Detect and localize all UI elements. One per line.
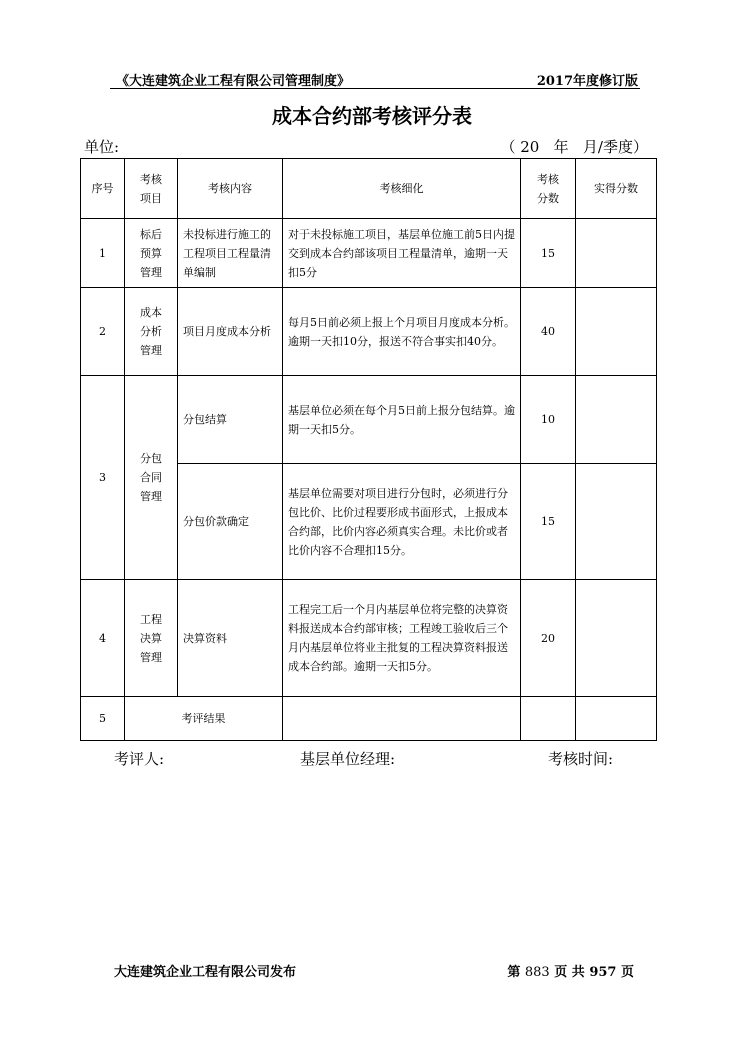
- unit-label: 单位:: [84, 138, 120, 156]
- page-total: 957: [589, 965, 617, 980]
- row-actual: [576, 580, 657, 697]
- result-seq: 5: [81, 697, 125, 741]
- evaluation-time-label: 考核时间:: [548, 750, 614, 768]
- row-item-text: 工程决算管理: [140, 612, 162, 664]
- page-suffix: 页: [620, 965, 634, 980]
- header-score-text: 考核分数: [537, 172, 559, 205]
- footer-publisher: 大连建筑企业工程有限公司发布: [114, 965, 297, 980]
- result-label: 考评结果: [125, 697, 283, 741]
- header-divider: [110, 88, 640, 89]
- row-item: [125, 219, 178, 288]
- table-row: [81, 219, 657, 288]
- document-header-title: 《大连建筑企业工程有限公司管理制度》: [116, 74, 351, 89]
- page-middle: 页 共: [554, 965, 585, 980]
- result-actual-cell: [576, 697, 657, 741]
- row-actual: [576, 288, 657, 376]
- row-detail: 基层单位需要对项目进行分包时，必须进行分包比价、比价过程要形成书面形式，上报成本合约部，比价内容必须真实合理。未比价或者比价内容不合理扣15分。: [283, 464, 521, 580]
- evaluator-label: 考评人:: [114, 750, 165, 768]
- result-row: [81, 697, 657, 741]
- row-item: [125, 288, 178, 376]
- row-item-text: 分包合同管理: [140, 452, 162, 503]
- header-item-text: 考核项目: [140, 172, 162, 205]
- header-seq: 序号: [81, 159, 125, 219]
- page-title: 成本合约部考核评分表: [272, 104, 472, 128]
- row-actual: [576, 219, 657, 288]
- row-detail: 对于未投标施工项目，基层单位施工前5日内提交到成本合约部该项目工程量清单，逾期一天扣5分: [283, 219, 521, 288]
- row-content: 分包结算: [178, 376, 283, 464]
- table-row: [81, 376, 657, 464]
- row-score: 40: [521, 288, 576, 376]
- row-seq: 3: [81, 376, 125, 580]
- header-item: [125, 159, 178, 219]
- row-seq: 2: [81, 288, 125, 376]
- row-item: [125, 376, 178, 580]
- row-content: 决算资料: [178, 580, 283, 697]
- result-score-cell: [521, 697, 576, 741]
- row-item-text: 标后预算管理: [140, 227, 162, 279]
- row-detail: 每月5日前必须上报上个月项目月度成本分析。逾期一天扣10分，报送不符合事实扣40分。: [283, 288, 521, 376]
- row-seq: 4: [81, 580, 125, 697]
- row-actual: [576, 464, 657, 580]
- header-detail: 考核细化: [283, 159, 521, 219]
- period-label: （ 20 年 月/季度）: [500, 138, 648, 156]
- row-item-text: 成本分析管理: [140, 306, 162, 357]
- evaluation-table: [80, 158, 657, 741]
- row-content: 项目月度成本分析: [178, 288, 283, 376]
- row-detail: 基层单位必须在每个月5日前上报分包结算。逾期一天扣5分。: [283, 376, 521, 464]
- page-current: 883: [524, 965, 550, 980]
- document-header-version: 2017年度修订版: [536, 74, 638, 89]
- result-detail-cell: [283, 697, 521, 741]
- row-score: 10: [521, 376, 576, 464]
- table-row: [81, 580, 657, 697]
- footer-page-number: [507, 961, 634, 980]
- row-score: 20: [521, 580, 576, 697]
- row-detail: 工程完工后一个月内基层单位将完整的决算资料报送成本合约部审核；工程竣工验收后三个月内基层单位将业主批复的工程决算资料报送成本合约部。逾期一天扣5分。: [283, 580, 521, 697]
- header-content: 考核内容: [178, 159, 283, 219]
- row-content: 分包价款确定: [178, 464, 283, 580]
- row-content: 未投标进行施工的工程项目工程量清单编制: [178, 219, 283, 288]
- row-score: 15: [521, 219, 576, 288]
- row-actual: [576, 376, 657, 464]
- manager-label: 基层单位经理:: [300, 750, 396, 768]
- row-score: 15: [521, 464, 576, 580]
- row-item: [125, 580, 178, 697]
- header-score: [521, 159, 576, 219]
- table-header-row: [81, 159, 657, 219]
- header-actual: 实得分数: [576, 159, 657, 219]
- table-row: [81, 288, 657, 376]
- row-seq: 1: [81, 219, 125, 288]
- page-prefix: 第: [507, 965, 521, 980]
